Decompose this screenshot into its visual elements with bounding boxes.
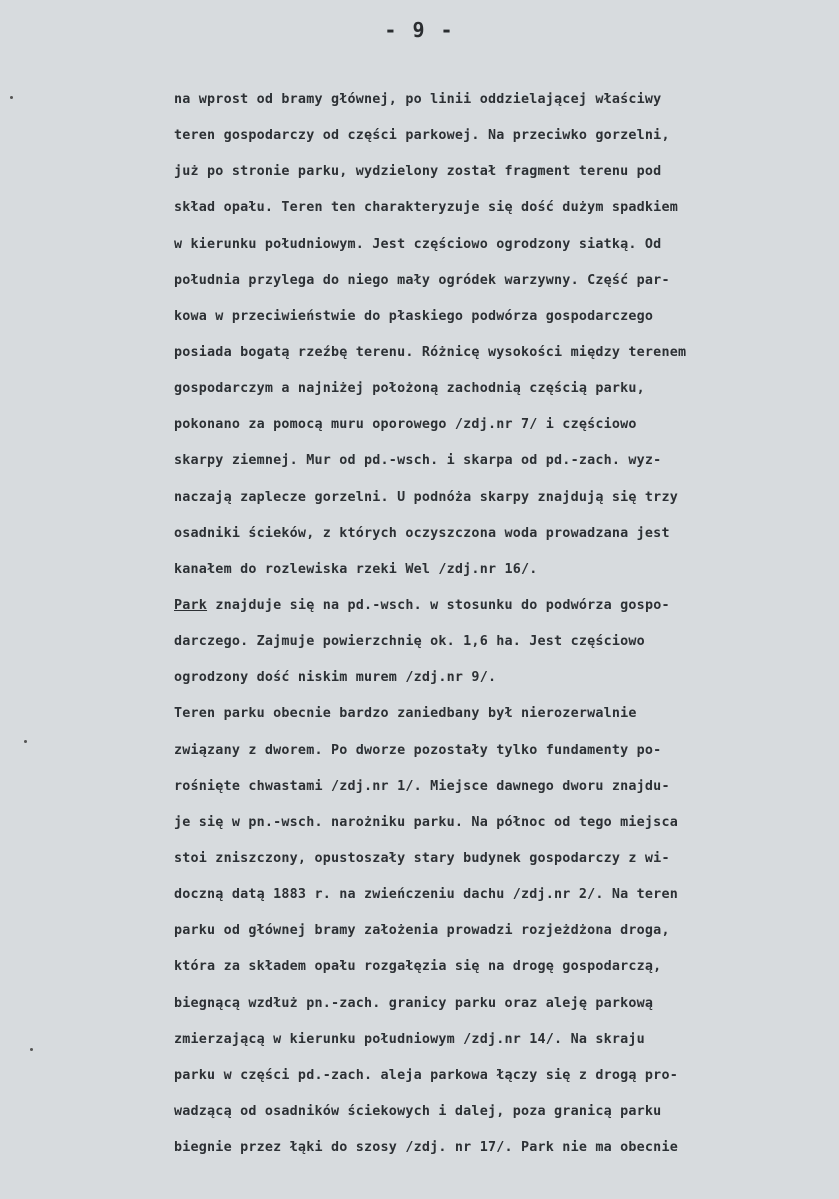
text-line: Teren parku obecnie bardzo zaniedbany był nierozerwalnie [174,706,637,722]
text-line: kowa w przeciwieństwie do płaskiego podwórza gospodarczego [174,308,654,324]
scan-speck [24,740,27,743]
text-line: skład opału. Teren ten charakteryzuje się dość dużym spadkiem [174,200,678,216]
text-line: teren gospodarczy od części parkowej. Na przeciwko gorzelni, [174,128,670,144]
text-line: pokonano za pomocą muru oporowego /zdj.nr 7/ i częściowo [174,417,637,433]
text-line: gospodarczym a najniżej położoną zachodnią częścią parku, [174,381,645,397]
text-line: na wprost od bramy głównej, po linii oddzielającej właściwy [174,92,662,107]
body-text [174,82,814,1166]
text-line: posiada bogatą rzeźbę terenu. Różnicę wysokości między terenem [174,344,687,360]
text-line: wadzącą od osadników ściekowych i dalej, poza granicą parku [174,1103,662,1119]
text-line: już po stronie parku, wydzielony został fragment terenu pod [174,164,662,180]
text-line: która za składem opału rozgałęzia się na drogę gospodarczą, [174,959,662,975]
text-line: rośnięte chwastami /zdj.nr 1/. Miejsce dawnego dworu znajdu- [174,778,670,794]
text-line: skarpy ziemnej. Mur od pd.-wsch. i skarpa od pd.-zach. wyz- [174,453,662,469]
text-line: doczną datą 1883 r. na zwieńczeniu dachu /zdj.nr 2/. Na teren [174,887,678,903]
text-line: stoi zniszczony, opustoszały stary budynek gospodarczy z wi- [174,850,670,866]
park-paragraph-start [174,588,814,624]
text-line: w kierunku południowym. Jest częściowo ogrodzony siatką. Od [174,236,662,252]
text-line: biegnie przez łąki do szosy /zdj. nr 17/. Park nie ma obecnie [174,1140,678,1156]
text-line: osadniki ścieków, z których oczyszczona woda prowadzana jest [174,525,670,541]
scan-speck [30,1048,33,1051]
text-line: związany z dworem. Po dworze pozostały tylko fundamenty po- [174,742,662,758]
text-line: kanałem do rozlewiska rzeki Wel /zdj.nr 16/. [174,561,538,577]
text-line: je się w pn.-wsch. narożniku parku. Na północ od tego miejsca [174,814,678,830]
page-number: - 9 - [384,18,455,42]
park-heading: Park [174,597,208,613]
text-line: parku w części pd.-zach. aleja parkowa łączy się z drogą pro- [174,1067,678,1083]
text-fragment: znajduje się na pd.-wsch. w stosunku do podwórza gospo- [207,597,670,613]
text-line: darczego. Zajmuje powierzchnię ok. 1,6 ha. Jest częściowo [174,634,645,650]
text-line: parku od głównej bramy założenia prowadzi rozjeżdżona droga, [174,923,670,939]
text-line: naczają zaplecze gorzelni. U podnóża skarpy znajdują się trzy [174,489,678,505]
text-line: biegnącą wzdłuż pn.-zach. granicy parku oraz aleję parkową [174,995,654,1011]
text-line: południa przylega do niego mały ogródek warzywny. Część par- [174,272,670,288]
text-line: zmierzającą w kierunku południowym /zdj.nr 14/. Na skraju [174,1031,645,1047]
text-line: ogrodzony dość niskim murem /zdj.nr 9/. [174,670,497,686]
scan-speck [10,96,13,99]
